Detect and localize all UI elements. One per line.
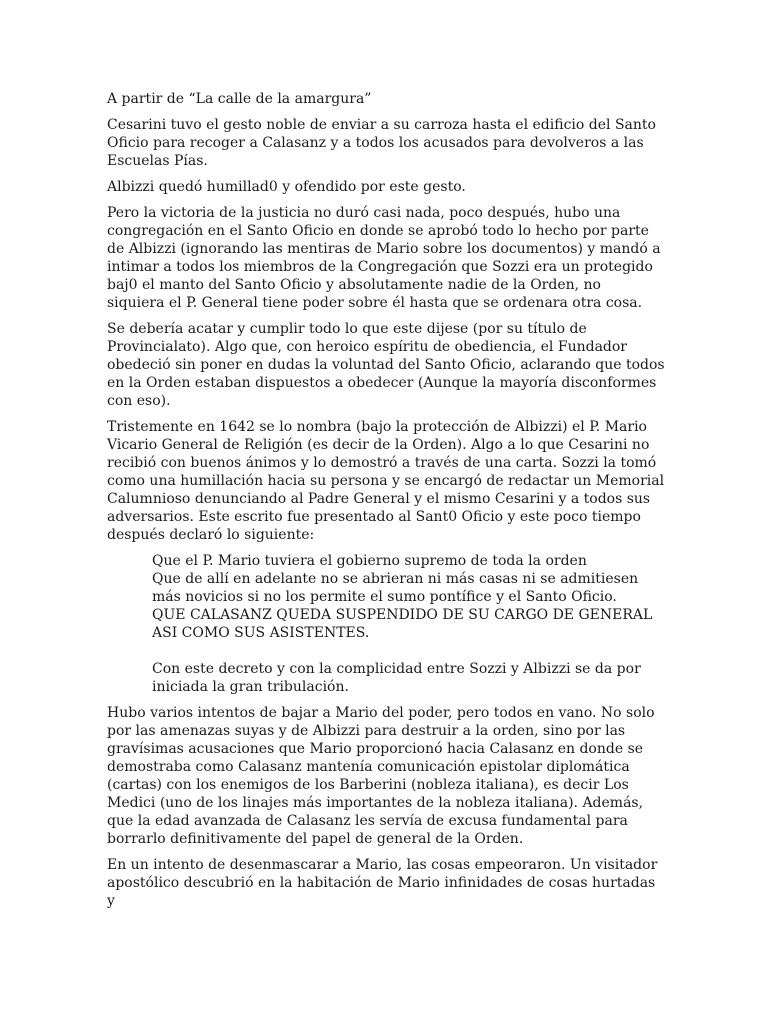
document-heading: A partir de “La calle de la amargura” xyxy=(107,91,372,107)
decree-block-quote xyxy=(152,552,667,696)
paragraph-congregacion: Pero la victoria de la justicia no duró casi nada, poco después, hubo una congregación en el Santo Oficio en donde se aprobó todo lo hecho por parte de Albizzi (ignorando las mentiras de Mario sobre los documentos) y mandó a intimar a todos los miembros de la Congregación que Sozzi era un protegido baj0 el manto del Santo Oficio y absolutamente nadie de la Orden, no siquiera el P. General tiene poder sobre él hasta que se ordenara otra cosa. xyxy=(107,205,661,311)
paragraph-intentos: Hubo varios intentos de bajar a Mario del poder, pero todos en vano. No solo por las amenazas suyas y de Albizzi para destruir a la orden, sino por las gravísimas acusaciones que Mario proporcionó hacia Calasanz en donde se demostraba como Calasanz mantenía comunicación epistolar diplomática (cartas) con los enemigos de los Barberini (nobleza italiana), es decir Los Medici (uno de los linajes más importantes de la nobleza italiana). Además, que la edad avanzada de Calasanz les servía de excusa fundamental para borrarlo definitivamente del papel de general de la Orden. xyxy=(107,705,655,847)
paragraph-albizzi-humillado: Albizzi quedó humillad0 y ofendido por este gesto. xyxy=(107,179,466,195)
quote-gap xyxy=(152,642,667,660)
decree-line: QUE CALASANZ QUEDA SUSPENDIDO DE SU CARGO DE GENERAL ASI COMO SUS ASISTENTES. xyxy=(152,607,653,641)
paragraph-1642: Tristemente en 1642 se lo nombra (bajo la protección de Albizzi) el P. Mario Vicario General de Religión (es decir de la Orden). Algo a lo que Cesarini no recibió con buenos ánimos y lo demostró a través de una carta. Sozzi la tomó como una humillación hacia su persona y se encargó de redactar un Memorial Calumnioso denunciando al Padre General y el mismo Cesarini y a todos sus adversarios. Este escrito fue presentado al Sant0 Oficio y este poco tiempo después declaró lo siguiente: xyxy=(107,419,665,543)
paragraph-acatar: Se debería acatar y cumplir todo lo que este dijese (por su título de Provincialato). Algo que, con heroico espíritu de obediencia, el Fundador obedeció sin poner en dudas la voluntad del Santo Oficio, aclarando que todos en la Orden estaban dispuestos a obedecer (Aunque la mayoría disconformes con eso). xyxy=(107,321,665,409)
decree-closing: Con este decreto y con la complicidad entre Sozzi y Albizzi se da por iniciada la gran tribulación. xyxy=(152,661,641,695)
paragraph-carroza: Cesarini tuvo el gesto noble de enviar a su carroza hasta el edificio del Santo Oficio para recoger a Calasanz y a todos los acusados para devolveros a las Escuelas Pías. xyxy=(107,117,656,169)
paragraph-desenmascarar: En un intento de desenmascarar a Mario, las cosas empeoraron. Un visitador apostólico descubrió en la habitación de Mario infinidades de cosas hurtadas y xyxy=(107,857,658,909)
decree-line: Que el P. Mario tuviera el gobierno supremo de toda la orden xyxy=(152,553,587,569)
document-page xyxy=(107,90,667,918)
decree-line: Que de allí en adelante no se abrieran ni más casas ni se admitiesen más novicios si no los permite el sumo pontífice y el Santo Oficio. xyxy=(152,571,639,605)
